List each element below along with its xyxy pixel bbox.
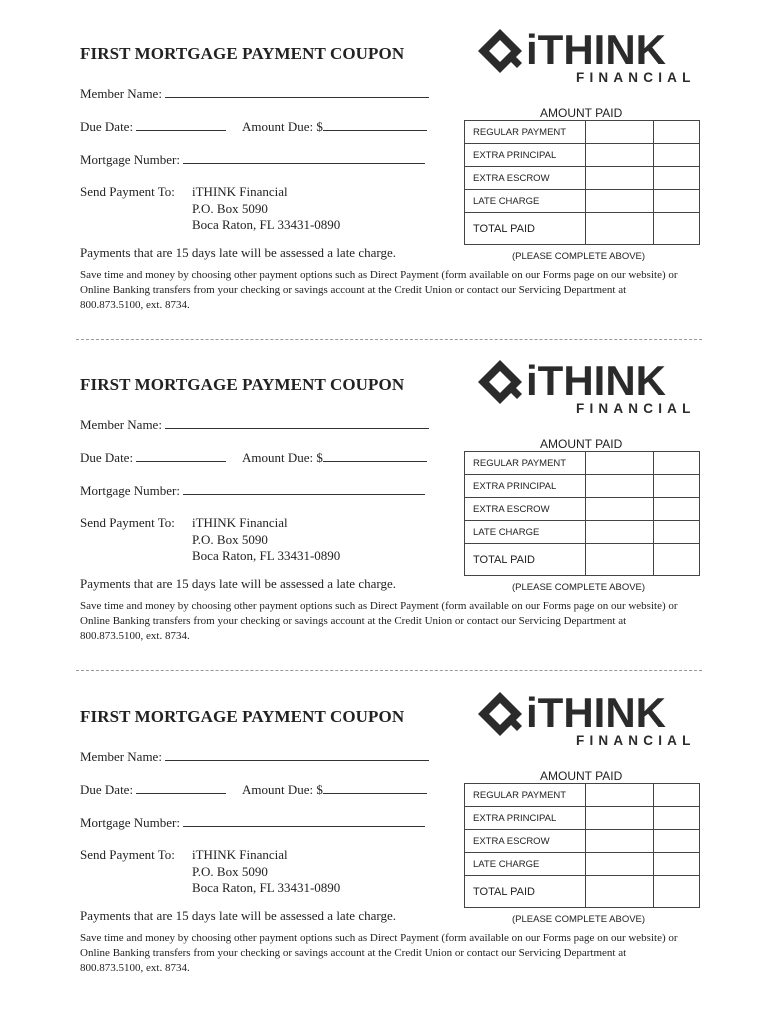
member-name-row bbox=[80, 84, 429, 102]
amount-cents-cell[interactable] bbox=[654, 853, 700, 876]
amount-dollars-cell[interactable] bbox=[586, 144, 654, 167]
amount-dollars-cell[interactable] bbox=[586, 213, 654, 245]
due-date-row bbox=[80, 448, 226, 466]
mortgage-number-label: Mortgage Number: bbox=[80, 483, 181, 498]
address-line: Boca Raton, FL 33431-0890 bbox=[192, 880, 341, 895]
table-row bbox=[465, 784, 700, 807]
please-complete-note: (PLEASE COMPLETE ABOVE) bbox=[512, 251, 646, 262]
amount-cents-cell[interactable] bbox=[654, 144, 700, 167]
member-name-row bbox=[80, 747, 429, 765]
row-label: LATE CHARGE bbox=[465, 190, 586, 213]
table-row bbox=[465, 475, 700, 498]
member-name-label: Member Name: bbox=[80, 417, 162, 432]
amount-cents-cell[interactable] bbox=[654, 190, 700, 213]
coupon-2 bbox=[0, 331, 770, 662]
payment-options-note: Save time and money by choosing other payment options such as Direct Payment (form available on our Forms page on our website) or Online Banking transfers from your checking or savings account at the Credit Union or contact our Servicing Department at 800.873.5100, ext. 8734. bbox=[80, 932, 678, 974]
amount-dollars-cell[interactable] bbox=[586, 784, 654, 807]
amount-dollars-cell[interactable] bbox=[586, 190, 654, 213]
mailing-address bbox=[192, 515, 340, 565]
late-charge-note: Payments that are 15 days late will be assessed a late charge. bbox=[80, 908, 396, 923]
address-line: Boca Raton, FL 33431-0890 bbox=[192, 217, 341, 232]
amount-dollars-cell[interactable] bbox=[586, 452, 654, 475]
late-charge-note: Payments that are 15 days late will be assessed a late charge. bbox=[80, 245, 396, 260]
table-row bbox=[465, 544, 700, 576]
amount-dollars-cell[interactable] bbox=[586, 807, 654, 830]
mortgage-number-row bbox=[80, 150, 425, 168]
member-name-field[interactable] bbox=[165, 415, 429, 429]
address-line: P.O. Box 5090 bbox=[192, 200, 268, 216]
coupon-title: FIRST MORTGAGE PAYMENT COUPON bbox=[80, 707, 405, 726]
row-label: EXTRA PRINCIPAL bbox=[465, 475, 586, 498]
table-row bbox=[465, 876, 700, 908]
amount-dollars-cell[interactable] bbox=[586, 876, 654, 908]
table-row bbox=[465, 853, 700, 876]
table-row bbox=[465, 213, 700, 245]
table-row bbox=[465, 167, 700, 190]
row-label: REGULAR PAYMENT bbox=[465, 121, 586, 144]
amount-cents-cell[interactable] bbox=[654, 475, 700, 498]
due-date-field[interactable] bbox=[136, 448, 226, 462]
amount-cents-cell[interactable] bbox=[654, 521, 700, 544]
payment-options-note: Save time and money by choosing other payment options such as Direct Payment (form available on our Forms page on our website) or Online Banking transfers from your checking or savings account at the Credit Union or contact our Servicing Department at 800.873.5100, ext. 8734. bbox=[80, 269, 678, 311]
table-row bbox=[465, 121, 700, 144]
table-row bbox=[465, 830, 700, 853]
row-label: LATE CHARGE bbox=[465, 521, 586, 544]
logo-sub: FINANCIAL bbox=[576, 733, 696, 748]
ithink-financial-logo bbox=[476, 27, 702, 85]
address-line: iTHINK Financial bbox=[192, 847, 288, 862]
amount-dollars-cell[interactable] bbox=[586, 121, 654, 144]
member-name-label: Member Name: bbox=[80, 86, 162, 101]
address-line: P.O. Box 5090 bbox=[192, 531, 268, 547]
table-row bbox=[465, 521, 700, 544]
table-row bbox=[465, 807, 700, 830]
mortgage-number-row bbox=[80, 813, 425, 831]
late-charge-note: Payments that are 15 days late will be assessed a late charge. bbox=[80, 576, 396, 591]
logo-sub: FINANCIAL bbox=[576, 70, 696, 85]
logo-word: iTHINK bbox=[526, 690, 666, 736]
mortgage-number-field[interactable] bbox=[183, 481, 425, 495]
amount-due-row bbox=[242, 117, 427, 135]
due-date-row bbox=[80, 780, 226, 798]
row-label: LATE CHARGE bbox=[465, 853, 586, 876]
amount-due-label: Amount Due: $ bbox=[242, 119, 323, 134]
table-row bbox=[465, 190, 700, 213]
mortgage-number-label: Mortgage Number: bbox=[80, 815, 181, 830]
logo-word: iTHINK bbox=[526, 358, 666, 404]
member-name-field[interactable] bbox=[165, 747, 429, 761]
amount-cents-cell[interactable] bbox=[654, 830, 700, 853]
row-label: TOTAL PAID bbox=[465, 213, 586, 245]
amount-dollars-cell[interactable] bbox=[586, 853, 654, 876]
please-complete-note: (PLEASE COMPLETE ABOVE) bbox=[512, 582, 646, 593]
row-label: TOTAL PAID bbox=[465, 876, 586, 908]
ithink-financial-logo bbox=[476, 358, 702, 416]
table-row bbox=[465, 452, 700, 475]
row-label: EXTRA ESCROW bbox=[465, 830, 586, 853]
amount-paid-table bbox=[464, 783, 700, 908]
amount-paid-table bbox=[464, 451, 700, 576]
due-date-field[interactable] bbox=[136, 780, 226, 794]
amount-cents-cell[interactable] bbox=[654, 498, 700, 521]
amount-due-label: Amount Due: $ bbox=[242, 450, 323, 465]
row-label: REGULAR PAYMENT bbox=[465, 452, 586, 475]
amount-paid-title: AMOUNT PAID bbox=[540, 106, 623, 120]
coupon-title: FIRST MORTGAGE PAYMENT COUPON bbox=[80, 44, 405, 63]
address-line: P.O. Box 5090 bbox=[192, 863, 268, 879]
amount-due-label: Amount Due: $ bbox=[242, 782, 323, 797]
row-label: EXTRA ESCROW bbox=[465, 167, 586, 190]
table-row bbox=[465, 498, 700, 521]
amount-cents-cell[interactable] bbox=[654, 784, 700, 807]
amount-due-row bbox=[242, 780, 427, 798]
due-date-label: Due Date: bbox=[80, 782, 134, 797]
amount-due-field[interactable] bbox=[323, 117, 427, 131]
logo-sub: FINANCIAL bbox=[576, 401, 696, 416]
member-name-row bbox=[80, 415, 429, 433]
ithink-financial-logo bbox=[476, 690, 702, 748]
row-label: TOTAL PAID bbox=[465, 544, 586, 576]
address-line: iTHINK Financial bbox=[192, 515, 288, 530]
amount-dollars-cell[interactable] bbox=[586, 475, 654, 498]
logo-word: iTHINK bbox=[526, 27, 666, 73]
mortgage-number-row bbox=[80, 481, 425, 499]
amount-due-field[interactable] bbox=[323, 448, 427, 462]
amount-dollars-cell[interactable] bbox=[586, 830, 654, 853]
please-complete-note: (PLEASE COMPLETE ABOVE) bbox=[512, 914, 646, 925]
send-payment-label: Send Payment To: bbox=[80, 847, 175, 862]
coupon-3 bbox=[0, 663, 770, 994]
amount-dollars-cell[interactable] bbox=[586, 521, 654, 544]
address-line: iTHINK Financial bbox=[192, 184, 288, 199]
amount-dollars-cell[interactable] bbox=[586, 167, 654, 190]
amount-dollars-cell[interactable] bbox=[586, 544, 654, 576]
member-name-label: Member Name: bbox=[80, 749, 162, 764]
address-line: Boca Raton, FL 33431-0890 bbox=[192, 548, 341, 563]
amount-cents-cell[interactable] bbox=[654, 544, 700, 576]
amount-cents-cell[interactable] bbox=[654, 452, 700, 475]
send-payment-label: Send Payment To: bbox=[80, 184, 175, 199]
amount-due-field[interactable] bbox=[323, 780, 427, 794]
amount-paid-title: AMOUNT PAID bbox=[540, 769, 623, 783]
row-label: REGULAR PAYMENT bbox=[465, 784, 586, 807]
coupon-title: FIRST MORTGAGE PAYMENT COUPON bbox=[80, 375, 405, 394]
row-label: EXTRA PRINCIPAL bbox=[465, 807, 586, 830]
amount-due-row bbox=[242, 448, 427, 466]
amount-paid-table bbox=[464, 120, 700, 245]
table-row bbox=[465, 144, 700, 167]
due-date-label: Due Date: bbox=[80, 450, 134, 465]
amount-cents-cell[interactable] bbox=[654, 121, 700, 144]
send-payment-label: Send Payment To: bbox=[80, 515, 175, 530]
mailing-address bbox=[192, 184, 340, 234]
member-name-field[interactable] bbox=[165, 84, 429, 98]
mortgage-number-label: Mortgage Number: bbox=[80, 152, 181, 167]
coupon-1 bbox=[0, 0, 770, 331]
amount-dollars-cell[interactable] bbox=[586, 498, 654, 521]
due-date-label: Due Date: bbox=[80, 119, 134, 134]
mortgage-number-field[interactable] bbox=[183, 813, 425, 827]
mortgage-number-field[interactable] bbox=[183, 150, 425, 164]
amount-paid-title: AMOUNT PAID bbox=[540, 437, 623, 451]
amount-cents-cell[interactable] bbox=[654, 876, 700, 908]
due-date-field[interactable] bbox=[136, 117, 226, 131]
payment-options-note: Save time and money by choosing other payment options such as Direct Payment (form available on our Forms page on our website) or Online Banking transfers from your checking or savings account at the Credit Union or contact our Servicing Department at 800.873.5100, ext. 8734. bbox=[80, 600, 678, 642]
due-date-row bbox=[80, 117, 226, 135]
mailing-address bbox=[192, 847, 340, 897]
amount-cents-cell[interactable] bbox=[654, 167, 700, 190]
amount-cents-cell[interactable] bbox=[654, 807, 700, 830]
amount-cents-cell[interactable] bbox=[654, 213, 700, 245]
row-label: EXTRA PRINCIPAL bbox=[465, 144, 586, 167]
row-label: EXTRA ESCROW bbox=[465, 498, 586, 521]
